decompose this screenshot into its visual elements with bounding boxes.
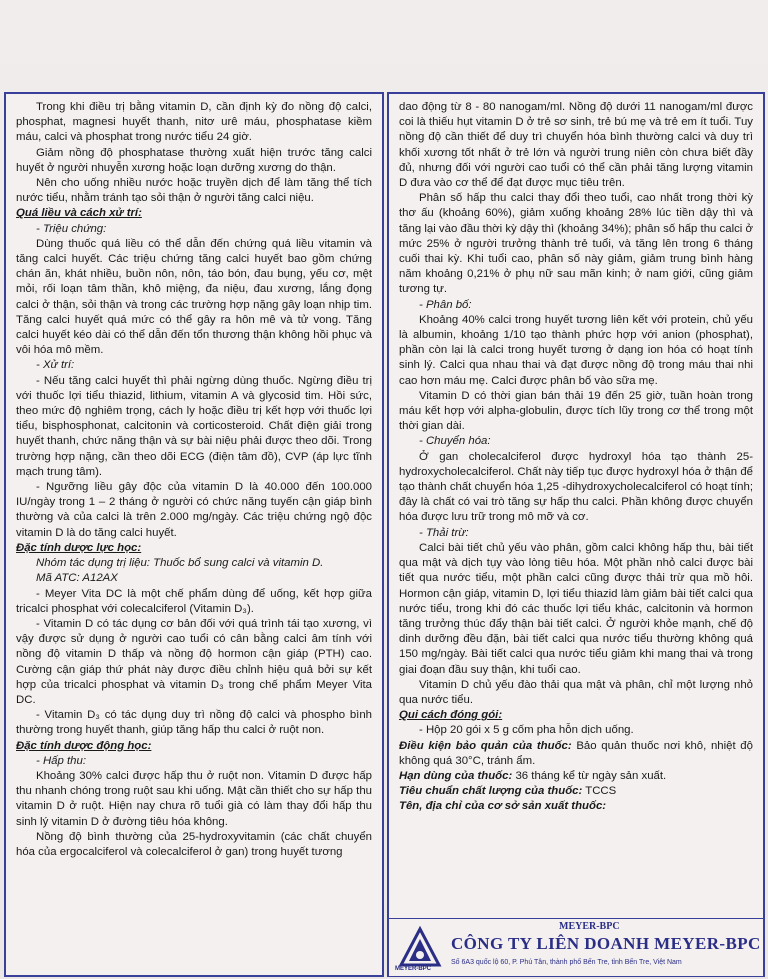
paragraph: Dùng thuốc quá liều có thể dẫn đến chứng quá liều vitamin và tăng calci huyết. Các triệu chứng tăng calci huyết bao gồm chứng chán ăn, khát nhiều, buồn nôn, nôn, táo bón, đau bụng, yếu cơ, mệt mỏi, rối loạn tâm thần, khô miệng, đa niệu, đau xương, lắng đọng calci ở thận, sỏi thận và trong các trường hợp nặng gây loạn nhịp tim. Tăng calci huyết quá mức có thể gây ra hôn mê và tử vong. Tăng calci huyết kéo dài có thể dẫn đến tổn thương thận không hồi phục và vôi hóa mô mềm.	[16, 237, 372, 357]
info-value: 36 tháng kể từ ngày sản xuất.	[512, 769, 667, 782]
meyer-bpc-logo-icon	[397, 925, 443, 971]
section-heading: Đặc tính dược lực học:	[16, 541, 142, 554]
company-name: CÔNG TY LIÊN DOANH MEYER-BPC	[451, 934, 761, 953]
right-column	[387, 92, 765, 977]
paragraph: Trong khi điều trị bằng vitamin D, cần định kỳ đo nồng độ calci, phosphat, magnesi huyết thanh, nitơ urê máu, phosphatase kiềm máu, calci và phosphat trong nước tiểu 24 giờ.	[16, 101, 372, 144]
info-value: Bảo quản thuốc nơi khô, nhiệt độ không quá 30°C, tránh ẩm.	[399, 739, 753, 767]
info-value: TCCS	[582, 785, 617, 798]
subsection-heading: - Chuyển hóa:	[419, 435, 491, 448]
paragraph: Ở gan cholecalciferol được hydroxyl hóa tạo thành 25-hydroxycholecalciferol. Chất này tiếp tục được hydroxyl hóa ở thận để tạo thành chất chuyển hóa 1,25 -dihydroxycholecalciferol có hoạt tính; đây là chất có vai trò tăng sự hấp thu calci. Phần không được chuyển hóa được lưu trữ trong mô mỡ và cơ.	[399, 450, 753, 524]
info-label: Tên, địa chỉ của cơ sở sản xuất thuốc:	[399, 800, 607, 813]
section-heading: Qui cách đóng gói:	[399, 709, 503, 722]
paragraph: dao động từ 8 - 80 nanogam/ml. Nồng độ dưới 11 nanogam/ml được coi là thiếu hụt vitamin D ở trẻ sơ sinh, trẻ bú mẹ và trẻ em ít tuổi. Tuy nồng độ cần thiết để duy trì chuyển hóa bình thường calci và duy trì khối xương tốt nhất ở trẻ lớn và người trung niên còn chưa biết đầy đủ, nhưng đối với người cao tuổi có thể cần phải tăng lượng vitamin D đưa vào cơ thể để đạt được mục tiêu trên.	[399, 101, 753, 190]
paragraph: Calci bài tiết chủ yếu vào phân, gồm calci không hấp thu, bài tiết qua mật và dịch tụy vào lòng tiêu hóa. Một phần nhỏ calci được bài tiết qua nước tiểu, một phần calci cũng được thải trừ qua mồ hôi. Hormon cận giáp, vitamin D, lợi tiểu thiazid làm giảm bài tiết calci qua nước tiểu, trong khi đó các thuốc lợi tiểu khác, calcitonin và hormon tăng trưởng thúc đẩy thận bài tiết calci. Ở người khỏe mạnh, chế độ dinh dưỡng đều đặn, bài tiết calci qua nước tiểu thường không quá 150 mg/ngày. Bài tiết calci qua nước tiểu giảm khi mang thai và trong giai đoạn đầu suy thận, khi tuổi cao.	[399, 541, 753, 676]
paragraph: - Vitamin D có tác dụng cơ bản đối với quá trình tái tạo xương, vì vậy được sử dụng ở người cao tuổi có cân bằng calci âm tính với nồng độ vitamin D thấp và nồng độ hormon cận giáp (PTH) cao. Cường cận giáp thứ phát này được điều chỉnh hiệu quả bởi sự kết hợp của tricalci phosphat và vitamin D₃ trong chế phẩm Meyer Vita DC.	[16, 617, 372, 706]
paragraph: Nên cho uống nhiều nước hoặc truyền dịch để làm tăng thể tích nước tiểu, nhằm tránh tạo sỏi thận ở người tăng calci niệu.	[16, 177, 372, 205]
info-line	[399, 799, 753, 814]
brand-name: MEYER-BPC	[559, 921, 620, 932]
paragraph: Vitamin D chủ yếu đào thải qua mật và phân, chỉ một lượng nhỏ qua nước tiểu.	[399, 678, 753, 706]
section-heading: Quá liều và cách xử trí:	[16, 207, 142, 220]
paragraph: Giảm nồng độ phosphatase thường xuất hiện trước tăng calci huyết ở người nhuyễn xương hoặc loạn dưỡng xương do thận.	[16, 146, 372, 174]
logo-text: MEYER-BPC	[395, 966, 432, 972]
paragraph: Khoảng 40% calci trong huyết tương liên kết với protein, chủ yếu là albumin, khoảng 1/10 tạo thành phức hợp với anion (phosphat), phần còn lại là calci trong huyết tương ở dạng ion hóa có hoạt tính sinh lý. Calci qua nhau thai và đạt được nồng độ trong máu thai nhi cao hơn máu mẹ. Calci được phân bố vào sữa mẹ.	[399, 313, 753, 387]
info-line	[399, 769, 753, 784]
paragraph: - Nếu tăng calci huyết thì phải ngừng dùng thuốc. Ngừng điều trị với thuốc lợi tiểu thiazid, lithium, vitamin A và glycosid tim. Hồi sức, theo mức độ nghiêm trọng, cách ly hoặc điều trị kết hợp với thuốc lợi tiểu, bisphosphonat, calcitonin và corticosteroid. Chất điện giải trong huyết thanh, chức năng thận và sự bài niệu phải được theo dõi. Trong trường hợp nặng, cần theo dõi ECG (điện tâm đồ), CVP (áp lực tĩnh mạch trung tâm).	[16, 374, 372, 478]
info-label: Điều kiện bảo quản của thuốc:	[399, 739, 572, 752]
company-address: Số 6A3 quốc lộ 60, P. Phú Tân, thành phố Bến Tre, tỉnh Bến Tre, Việt Nam	[451, 959, 682, 966]
left-column	[4, 92, 384, 977]
paragraph: - Ngưỡng liều gây độc của vitamin D là 40.000 đến 100.000 IU/ngày trong 1 – 2 tháng ở người có chức năng tuyến cận giáp bình thường và của calci là trên 2.000 mg/ngày. Các triệu chứng ngộ độc vitamin D là do tăng calci huyết.	[16, 481, 372, 539]
subsection-heading: - Thải trừ:	[419, 526, 469, 539]
subsection-heading: Mã ATC: A12AX	[36, 572, 118, 585]
manufacturer-footer	[389, 918, 763, 976]
subsection-heading: - Phân bố:	[419, 298, 472, 311]
subsection-heading: Nhóm tác dụng trị liệu: Thuốc bổ sung calci và vitamin D.	[36, 557, 324, 570]
section-heading: Đặc tính dược động học:	[16, 739, 152, 752]
subsection-heading: - Xử trí:	[36, 359, 75, 372]
info-line	[399, 784, 753, 799]
info-label: Tiêu chuẩn chất lượng của thuốc:	[399, 785, 583, 798]
subsection-heading: - Hấp thu:	[36, 754, 87, 767]
paragraph: - Meyer Vita DC là một chế phẩm dùng để uống, kết hợp giữa tricalci phosphat với colecalciferol (Vitamin D₃).	[16, 587, 372, 615]
subsection-heading: - Triệu chứng:	[36, 222, 107, 235]
paragraph: Vitamin D có thời gian bán thải 19 đến 25 giờ, tuần hoàn trong máu kết hợp với alpha-globulin, được tích lũy trong cơ thể trong một thời gian dài.	[399, 389, 753, 433]
paragraph: - Hộp 20 gói x 5 g cốm pha hỗn dịch uống.	[419, 724, 634, 737]
info-line	[399, 739, 753, 769]
info-label: Hạn dùng của thuốc:	[399, 769, 513, 782]
paragraph: Khoảng 30% calci được hấp thu ở ruột non. Vitamin D được hấp thu nhanh chóng trong ruột sau khi uống. Mật cần thiết cho sự hấp thu vitamin D ở ruột. Hiện nay chưa rõ tuổi già có làm thay đổi hấp thu sinh lý vitamin D ở đường tiêu hóa không.	[16, 769, 372, 828]
paragraph: Nồng độ bình thường của 25-hydroxyvitamin (các chất chuyển hóa của ergocalciferol và colecalciferol ở gan) trong huyết tương	[16, 830, 372, 858]
paragraph: - Vitamin D₃ có tác dụng duy trì nồng độ calci và phospho bình thường trong huyết thanh, giúp tăng hấp thu calci ở ruột non.	[16, 709, 372, 737]
paragraph: Phân số hấp thu calci thay đổi theo tuổi, cao nhất trong thời kỳ thơ ấu (khoảng 60%), giảm xuống khoảng 28% lúc tiền dậy thì và tăng lại vào đầu thời kỳ dậy thì (khoảng 34%); phân số hấp thu calci ở mức 25% ở người trưởng thành trẻ tuổi, và tăng lên trong 6 tháng cuối thai kỳ. Khi tuổi cao, phân số này giảm, giảm trung bình hàng năm khoảng 0,21% ở phụ nữ sau mãn kinh; ở nam giới, cũng giảm tương tự.	[399, 192, 753, 296]
